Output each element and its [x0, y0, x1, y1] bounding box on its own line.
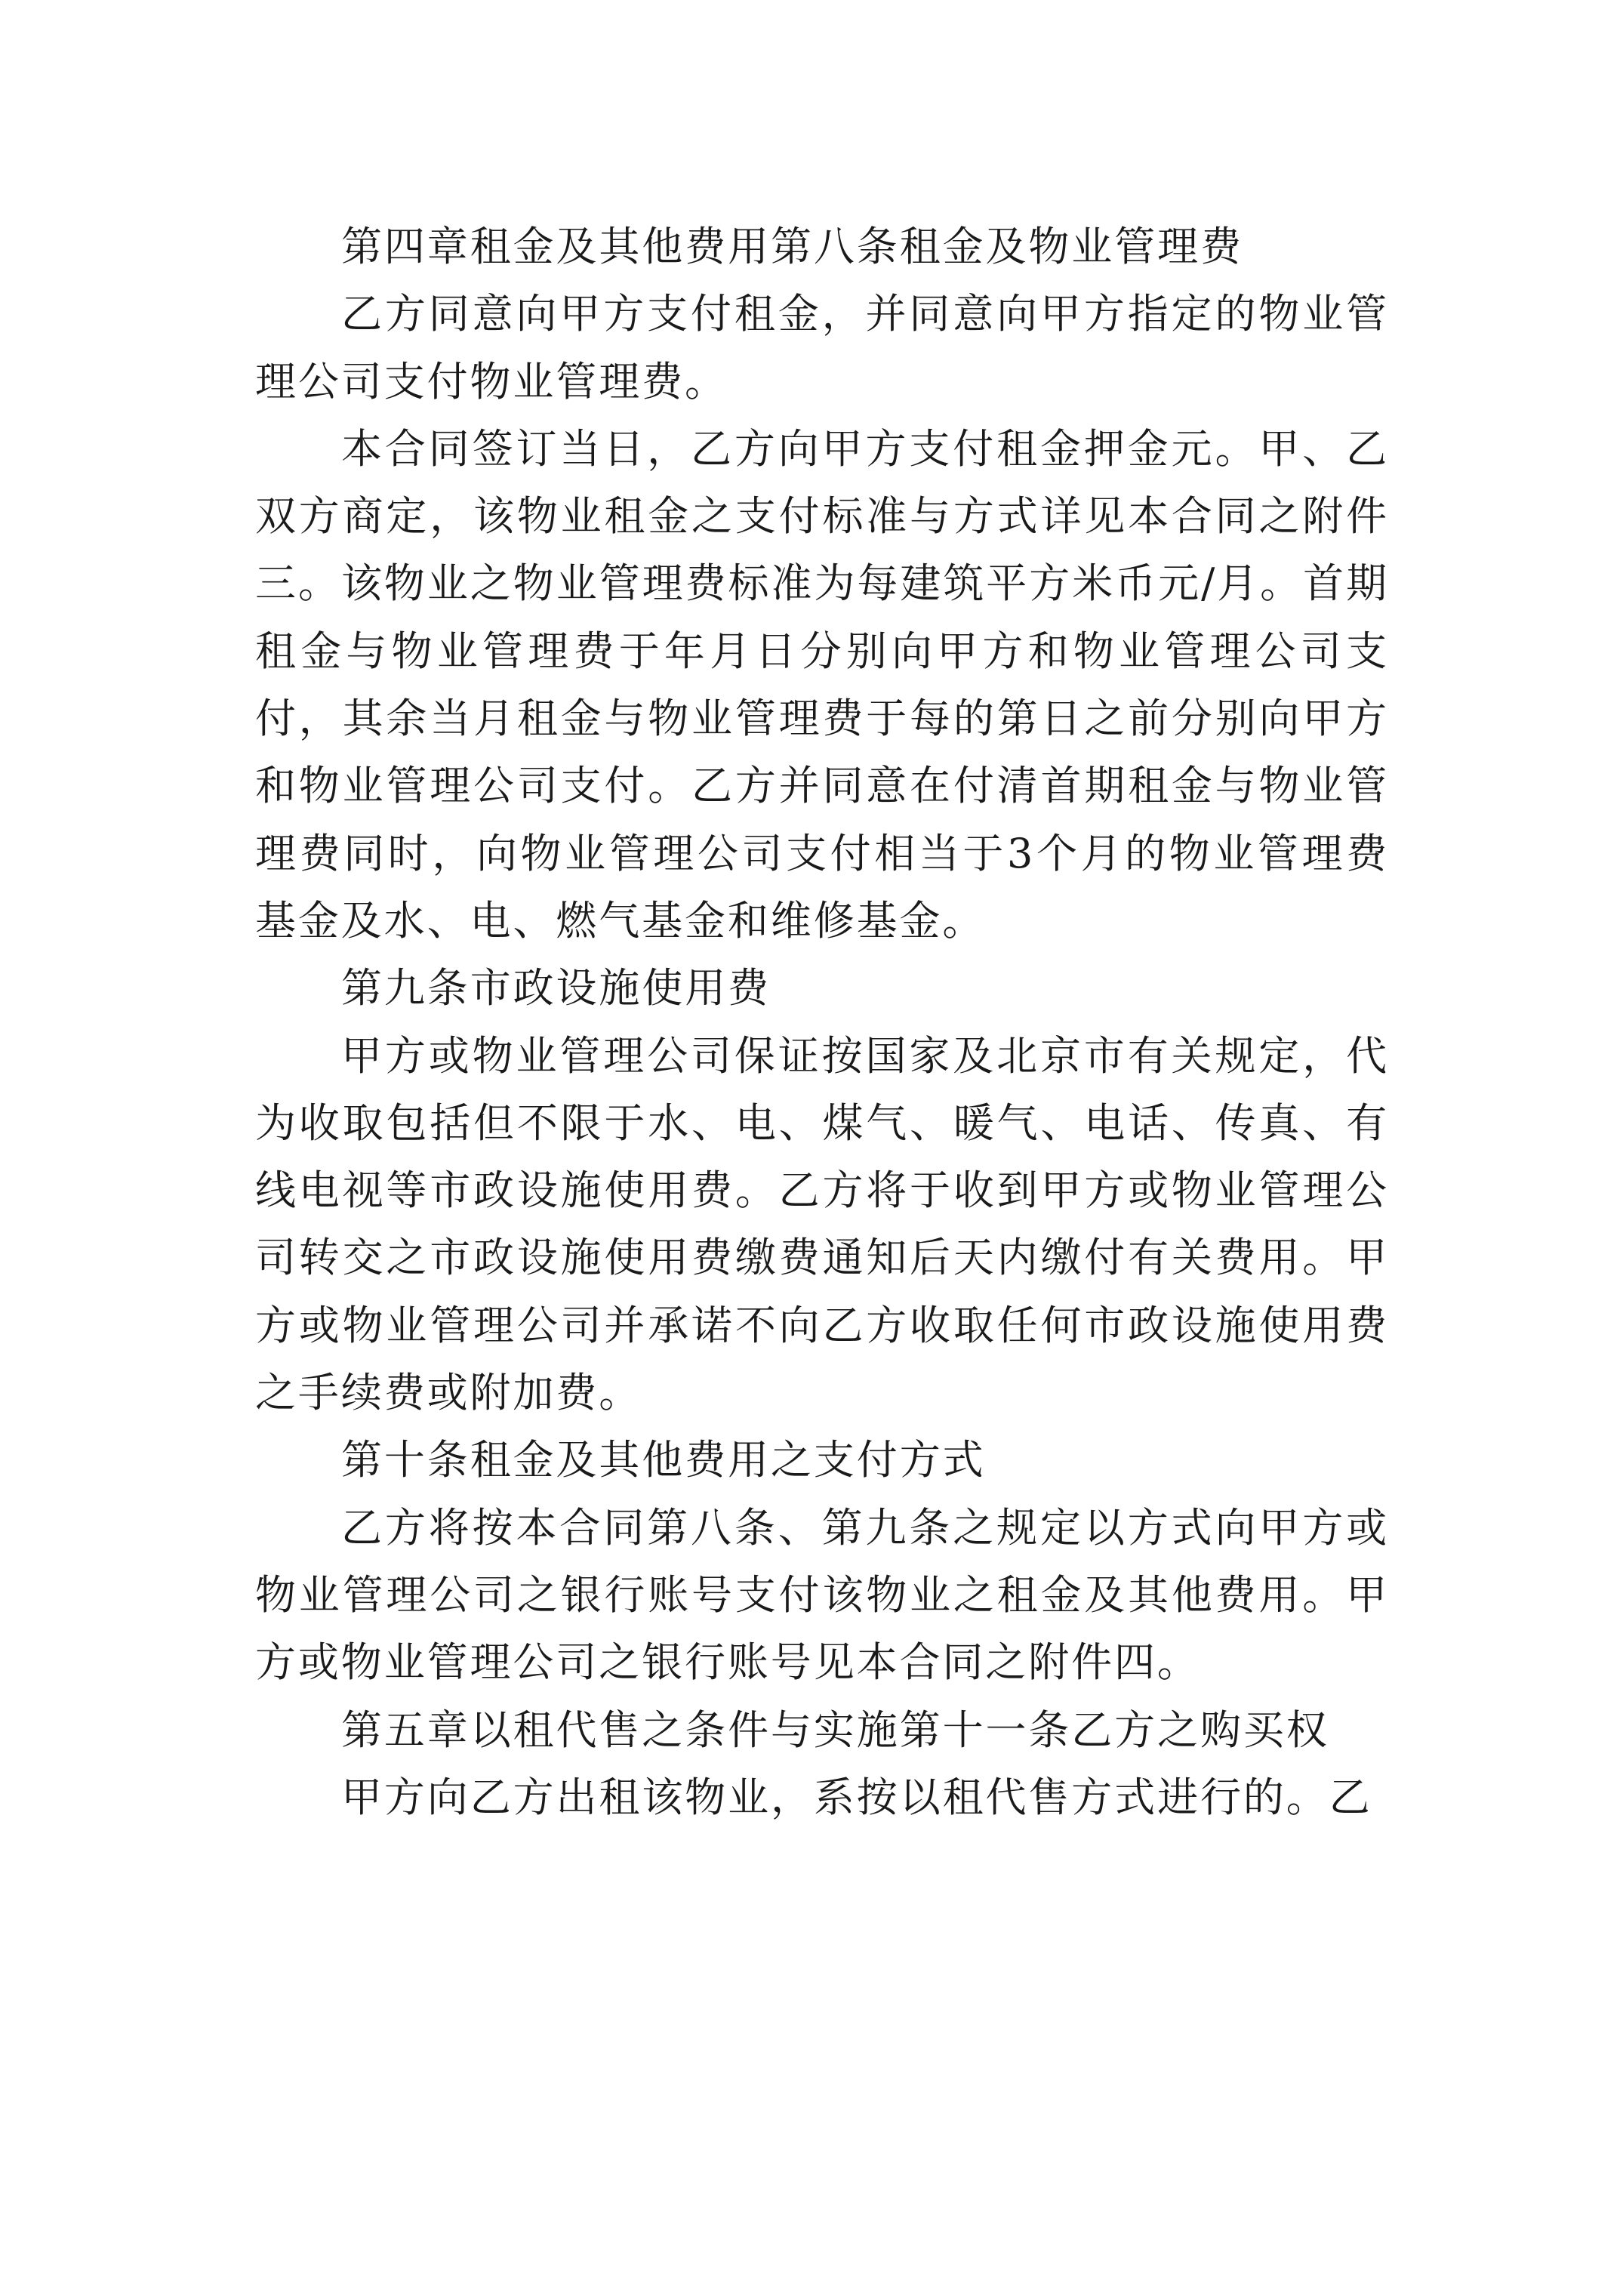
- paragraph-payment-method: 乙方将按本合同第八条、第九条之规定以方式向甲方或物业管理公司之银行账号支付该物业之租金及其他费用。甲方或物业管理公司之银行账号见本合同之附件四。: [255, 1503, 1389, 1687]
- chapter-5-heading: 第五章以租代售之条件与实施第十一条乙方之购买权: [341, 1706, 1329, 1754]
- paragraph-deposit-and-fees: 本合同签订当日，乙方向甲方支付租金押金元。甲、乙双方商定，该物业租金之支付标准与方式详见本合同之附件三。该物业之物业管理费标准为每建筑平方米币元/月。首期租金与物业管理费于年月日分别向甲方和物业管理公司支付，其余当月租金与物业管理费于每的第日之前分别向甲方和物业管理公司支付。乙方并同意在付清首期租金与物业管理费同时，向物业管理公司支付相当于3个月的物业管理费基金及水、电、燃气基金和维修基金。: [255, 424, 1389, 945]
- document-page: [255, 213, 1389, 1831]
- paragraph-rent-agreement: 乙方同意向甲方支付租金，并同意向甲方指定的物业管理公司支付物业管理费。: [255, 290, 1389, 405]
- paragraph-lease-to-sell: 甲方向乙方出租该物业，系按以租代售方式进行的。乙: [341, 1773, 1372, 1821]
- article-9-heading: 第九条市政设施使用费: [341, 964, 771, 1012]
- chapter-4-heading: 第四章租金及其他费用第八条租金及物业管理费: [341, 223, 1243, 270]
- paragraph-utility-fees: 甲方或物业管理公司保证按国家及北京市有关规定，代为收取包括但不限于水、电、煤气、暖气、电话、传真、有线电视等市政设施使用费。乙方将于收到甲方或物业管理公司转交之市政设施使用费缴费通知后天内缴付有关费用。甲方或物业管理公司并承诺不向乙方收取任何市政设施使用费之手续费或附加费。: [255, 1031, 1389, 1417]
- article-10-heading: 第十条租金及其他费用之支付方式: [341, 1436, 986, 1484]
